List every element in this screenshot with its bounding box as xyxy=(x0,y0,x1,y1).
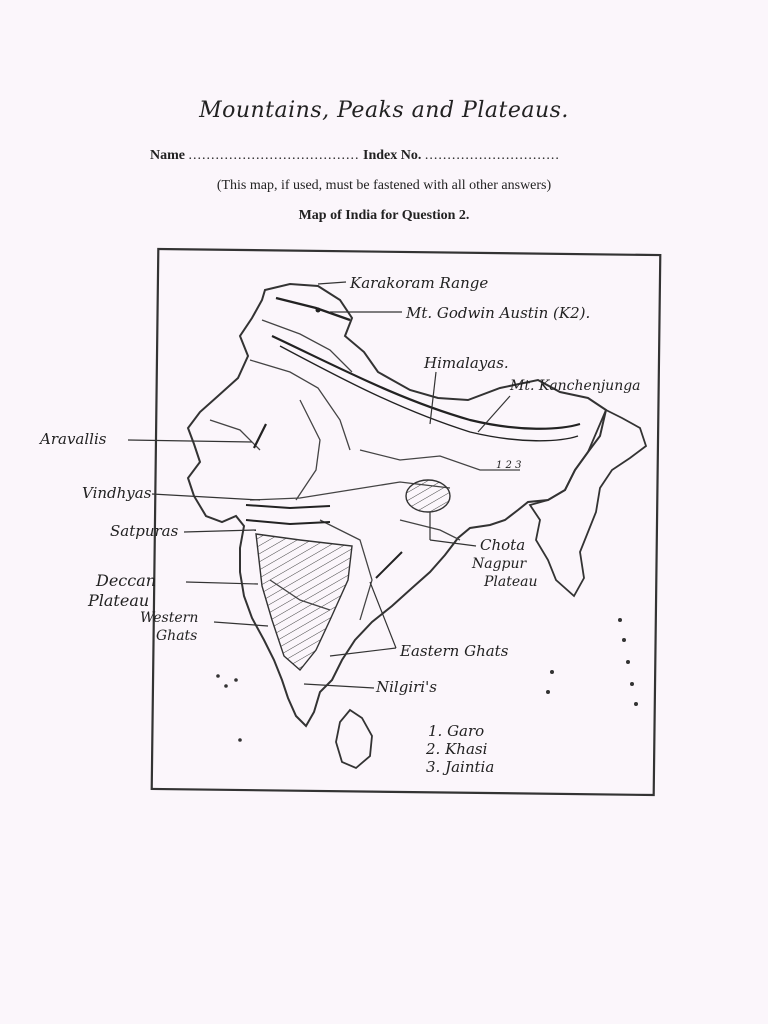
chota-nagpur-hatch xyxy=(406,480,450,512)
label-western: Western xyxy=(140,610,199,626)
label-eastern-ghats: Eastern Ghats xyxy=(400,642,509,660)
deccan-plateau-hatch xyxy=(256,534,352,670)
label-chota: Chota xyxy=(480,536,526,554)
andaman-islands xyxy=(546,618,638,706)
label-chota-plateau: Plateau xyxy=(484,574,538,590)
index-label: Index No. xyxy=(363,148,422,163)
name-label: Name xyxy=(150,148,185,163)
label-nilgiris: Nilgiri's xyxy=(376,678,437,696)
k2-point xyxy=(316,308,321,313)
instruction-note: (This map, if used, must be fastened with all other answers) xyxy=(216,178,552,193)
label-ghats: Ghats xyxy=(156,628,198,644)
map-title: Map of India for Question 2. xyxy=(298,208,470,223)
label-satpuras: Satpuras xyxy=(110,522,179,540)
eastern-ghats-line xyxy=(376,552,402,578)
vindhyas-line xyxy=(246,505,330,508)
label-kanchenjunga: Mt. Kanchenjunga xyxy=(510,378,641,394)
label-nagpur: Nagpur xyxy=(472,556,527,572)
legend-item-jaintia: 3. Jaintia xyxy=(426,758,495,776)
page-title: Mountains, Peaks and Plateaus. xyxy=(199,98,569,123)
label-vindhyas: Vindhyas xyxy=(82,484,152,502)
legend-item-khasi: 2. Khasi xyxy=(426,740,488,758)
sri-lanka-outline xyxy=(336,710,372,768)
label-karakoram: Karakoram Range xyxy=(350,274,489,292)
label-himalayas: Himalayas. xyxy=(424,354,509,372)
name-field: ...................................... xyxy=(188,148,360,163)
lakshadweep-islands xyxy=(216,674,242,742)
satpuras-line xyxy=(246,520,330,524)
label-plateau: Plateau xyxy=(88,591,150,610)
label-hill-numbers: 1 2 3 xyxy=(496,460,522,471)
legend-item-garo: 1. Garo xyxy=(428,722,485,740)
label-godwin-austin: Mt. Godwin Austin (K2). xyxy=(406,304,591,322)
aravallis-line xyxy=(254,424,266,448)
label-deccan: Deccan xyxy=(96,571,157,590)
label-aravallis: Aravallis xyxy=(40,430,107,448)
karakoram-line xyxy=(276,298,350,320)
north-east-outline xyxy=(530,410,646,596)
index-field: .............................. xyxy=(424,148,560,163)
